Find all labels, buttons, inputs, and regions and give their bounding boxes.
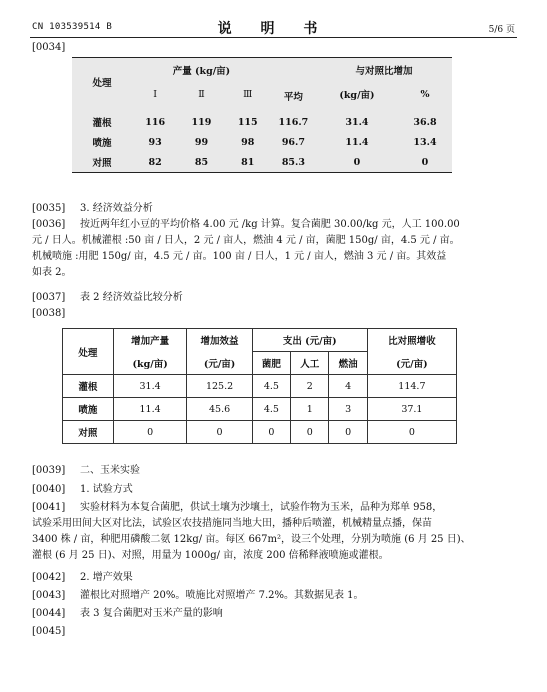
th-labor: 人工 xyxy=(291,352,329,375)
cell: 125.2 xyxy=(187,375,252,398)
para-0034: [0034] xyxy=(32,42,66,53)
th-rep-3: Ⅲ xyxy=(243,88,253,100)
economic-table xyxy=(62,328,457,444)
para-0038: [0038] xyxy=(32,308,66,319)
row-name: 喷施 xyxy=(63,398,114,421)
para-0041-line2: 试验采用田间大区对比法，试验区农技措施同当地大田，播种后喷灌，机械精量点播，保苗 xyxy=(32,518,432,529)
page-number: 5/6 页 xyxy=(488,25,515,35)
th-rep-1: Ⅰ xyxy=(153,88,158,100)
cell: 37.1 xyxy=(367,398,456,421)
th-yield-inc: 增加产量 xyxy=(113,329,187,352)
cell: 0 xyxy=(367,421,456,444)
cell: 3 xyxy=(329,398,367,421)
para-0036-line3: 机械喷施 :用肥 150g/ 亩，4.5 元 / 亩。100 亩 / 日人，1 元 / 亩人，燃油 3 元 / 亩。其效益 xyxy=(32,251,447,262)
cell: 4 xyxy=(329,375,367,398)
row-name: 灌根 xyxy=(63,375,114,398)
para-0041: [0041] 实验材料为本复合菌肥，供试土壤为沙壤土，试验作物为玉米，品种为郑单 958， xyxy=(32,502,443,513)
row-name: 灌根 xyxy=(92,118,112,129)
cell: 116 xyxy=(145,116,166,128)
row-name: 对照 xyxy=(92,158,112,169)
cell: 0 xyxy=(187,421,252,444)
cell: 11.4 xyxy=(113,398,187,421)
row-name: 喷施 xyxy=(92,138,112,149)
th-kg: (kg/亩) xyxy=(339,90,375,101)
cell: 45.6 xyxy=(187,398,252,421)
th-fuel: 燃油 xyxy=(329,352,367,375)
header-rule xyxy=(30,37,517,38)
para-0035: [0035] 3. 经济效益分析 xyxy=(32,203,153,214)
cell: 1 xyxy=(291,398,329,421)
th-yield-unit: (kg/亩) xyxy=(113,352,187,375)
para-0043: [0043] 灌根比对照增产 20%。喷施比对照增产 7.2%。其数据见表 1。 xyxy=(32,590,364,601)
row-name: 对照 xyxy=(63,421,114,444)
cell: 2 xyxy=(291,375,329,398)
th-pct: % xyxy=(420,88,430,100)
th-fert: 菌肥 xyxy=(252,352,290,375)
cell: 0 xyxy=(329,421,367,444)
para-0041-line3: 3400 株 / 亩，种肥用磷酸二氨 12kg/ 亩。每区 667m²，设三个处理，分别为喷施 (6 月 25 日)、 xyxy=(32,534,471,545)
cell: 81 xyxy=(241,156,255,168)
cell: 4.5 xyxy=(252,375,290,398)
para-0037: [0037] 表 2 经济效益比较分析 xyxy=(32,292,183,303)
cell: 98 xyxy=(241,136,255,148)
yield-table xyxy=(72,57,452,173)
th-rep-2: Ⅱ xyxy=(198,88,205,100)
para-0039: [0039] 二、玉米实验 xyxy=(32,465,140,476)
cell: 82 xyxy=(148,156,162,168)
para-0045: [0045] xyxy=(32,626,66,637)
th-treatment: 处理 xyxy=(92,78,112,89)
cell: 119 xyxy=(191,116,212,128)
th-treatment: 处理 xyxy=(63,329,114,375)
cell: 31.4 xyxy=(113,375,187,398)
cell: 85.3 xyxy=(281,156,305,168)
para-0041-line4: 灌根 (6 月 25 日)、对照，用量为 1000g/ 亩，浓度 200 倍稀释液喷施或灌根。 xyxy=(32,550,389,561)
patent-number: CN 103539514 B xyxy=(32,22,113,32)
th-benefit-unit: (元/亩) xyxy=(187,352,252,375)
cell: 0 xyxy=(421,156,429,168)
th-net-unit: (元/亩) xyxy=(367,352,456,375)
cell: 0 xyxy=(252,421,290,444)
cell: 99 xyxy=(194,136,209,148)
cell: 31.4 xyxy=(345,116,369,128)
th-average: 平均 xyxy=(283,92,303,103)
th-benefit: 增加效益 xyxy=(187,329,252,352)
para-0040: [0040] 1. 试验方式 xyxy=(32,484,133,495)
cell: 13.4 xyxy=(413,136,437,148)
page-title: 说 明 书 xyxy=(217,21,330,37)
cell: 93 xyxy=(148,136,162,148)
cell: 85 xyxy=(194,156,209,168)
cell: 36.8 xyxy=(413,116,437,128)
cell: 4.5 xyxy=(252,398,290,421)
th-yield: 产量 (kg/亩) xyxy=(172,66,231,77)
th-net: 比对照增收 xyxy=(367,329,456,352)
cell: 11.4 xyxy=(345,136,369,148)
cell: 0 xyxy=(113,421,187,444)
para-0036-line2: 元 / 日人。机械灌根 :50 亩 / 日人，2 元 / 亩人，燃油 4 元 / 亩，菌肥 150g/ 亩，4.5 元 / 亩。 xyxy=(32,235,460,246)
th-increase: 与对照比增加 xyxy=(355,66,413,77)
cell: 115 xyxy=(237,116,258,128)
cell: 96.7 xyxy=(281,136,305,148)
th-cost: 支出 (元/亩) xyxy=(252,329,367,352)
para-0042: [0042] 2. 增产效果 xyxy=(32,572,133,583)
cell: 114.7 xyxy=(367,375,456,398)
para-0036: [0036] 按近两年红小豆的平均价格 4.00 元 /kg 计算。复合菌肥 30.00/kg 元，人工 100.00 xyxy=(32,219,460,230)
cell: 116.7 xyxy=(278,116,309,128)
cell: 0 xyxy=(291,421,329,444)
para-0036-line4: 如表 2。 xyxy=(32,267,72,278)
para-0044: [0044] 表 3 复合菌肥对玉米产量的影响 xyxy=(32,608,223,619)
cell: 0 xyxy=(353,156,361,168)
